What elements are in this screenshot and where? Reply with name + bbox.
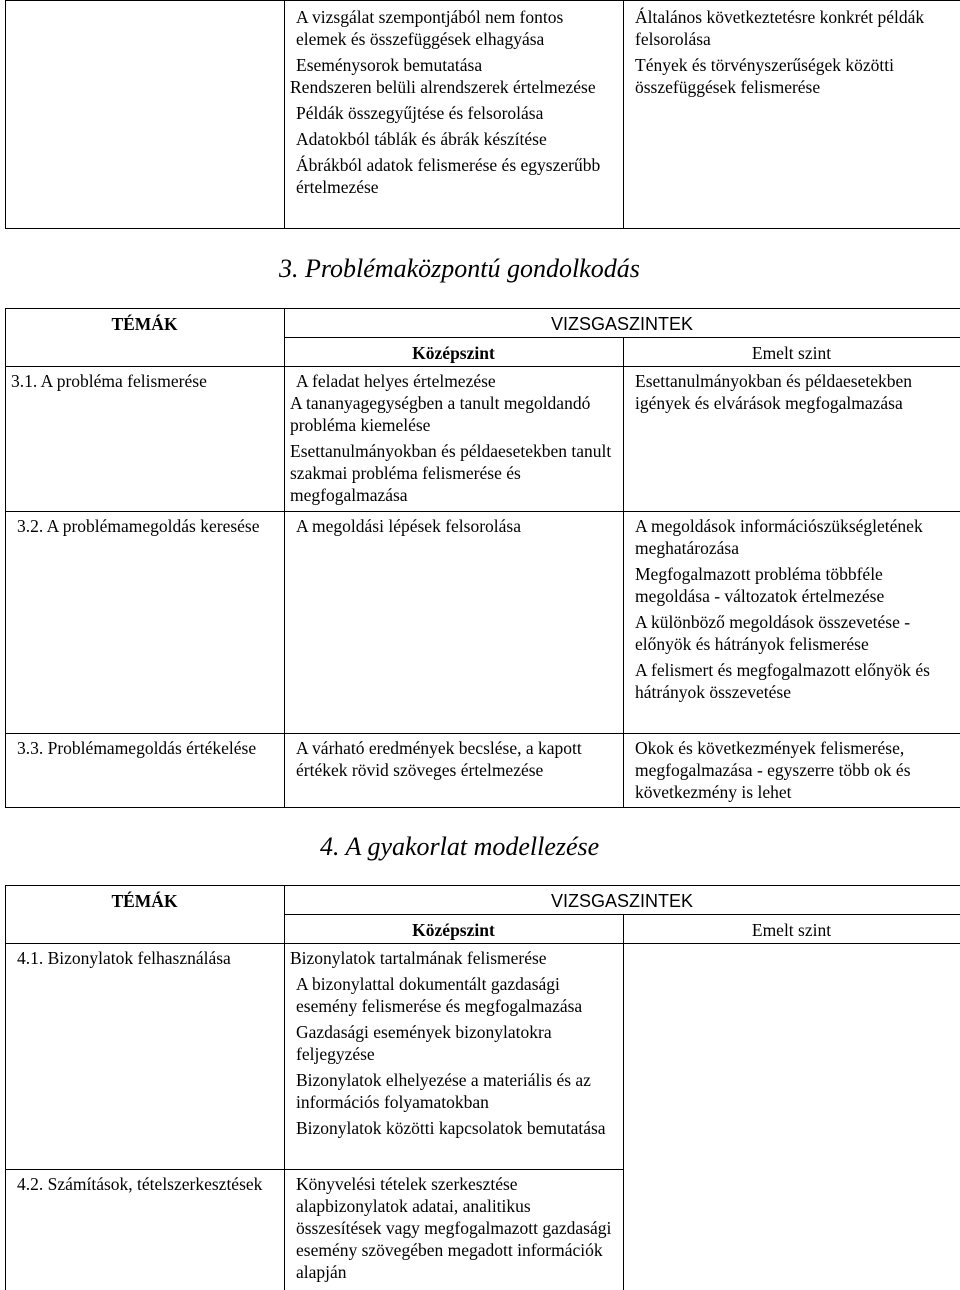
header-emelt: Emelt szint xyxy=(624,338,960,367)
list-item: A felismert és megfogalmazott előnyök és hátrányok összevetése xyxy=(629,659,954,703)
list-item: Bizonylatok közötti kapcsolatok bemutatása xyxy=(290,1117,617,1139)
section-title: 3. Problémaközpontú gondolkodás xyxy=(279,254,640,284)
right-cell xyxy=(624,944,960,1170)
right-cell xyxy=(624,367,960,512)
list-item: A megoldási lépések felsorolása xyxy=(290,515,617,537)
list-item: Eseménysorok bemutatása xyxy=(290,54,617,76)
header-kozepszint: Középszint xyxy=(285,915,624,944)
list-item: Rendszeren belüli alrendszerek értelmezése xyxy=(290,76,617,98)
topic-label: 3.2. A problémamegoldás keresése xyxy=(11,515,278,537)
list-item: Ábrákból adatok felismerése és egyszerűbb értelmezése xyxy=(290,154,617,198)
header-temak-cont xyxy=(6,915,285,944)
topic-cell xyxy=(6,734,285,808)
mid-cell xyxy=(285,734,624,808)
header-temak: TÉMÁK xyxy=(6,309,285,338)
header-temak-cont xyxy=(6,338,285,367)
top-mid-cell xyxy=(285,1,624,229)
list-item: Esettanulmányokban és példaesetekben igények és elvárások megfogalmazása xyxy=(629,370,954,414)
right-cell xyxy=(624,512,960,734)
mid-cell xyxy=(285,944,624,1170)
top-right-cell xyxy=(624,1,960,229)
list-item: A megoldások információszükségletének meghatározása xyxy=(629,515,954,559)
right-cell xyxy=(624,734,960,808)
header-temak: TÉMÁK xyxy=(6,886,285,915)
list-item: Gazdasági események bizonylatokra feljegyzése xyxy=(290,1021,617,1065)
list-item: A várható eredmények becslése, a kapott értékek rövid szöveges értelmezése xyxy=(290,737,617,781)
section3-table xyxy=(5,308,960,808)
right-cell xyxy=(624,1170,960,1290)
list-item: Példák összegyűjtése és felsorolása xyxy=(290,102,617,124)
list-item: A bizonylattal dokumentált gazdasági esemény felismerése és megfogalmazása xyxy=(290,973,617,1017)
list-item: A tananyagegységben a tanult megoldandó probléma kiemelése xyxy=(290,392,617,436)
section4-table xyxy=(5,885,960,1290)
header-kozepszint: Középszint xyxy=(285,338,624,367)
list-item: A vizsgálat szempontjából nem fontos elemek és összefüggések elhagyása xyxy=(290,6,617,50)
header-vizsgaszintek: VIZSGASZINTEK xyxy=(285,309,960,338)
top-topic-cell xyxy=(6,1,285,229)
list-item: Esettanulmányokban és példaesetekben tanult szakmai probléma felismerése és megfogalmazása xyxy=(290,440,617,506)
list-item: A feladat helyes értelmezése xyxy=(290,370,617,392)
topic-cell xyxy=(6,512,285,734)
header-vizsgaszintek: VIZSGASZINTEK xyxy=(285,886,960,915)
mid-cell xyxy=(285,512,624,734)
top-table xyxy=(5,0,960,229)
list-item: Megfogalmazott probléma többféle megoldása - változatok értelmezése xyxy=(629,563,954,607)
topic-label: 4.2. Számítások, tételszerkesztések xyxy=(11,1173,278,1195)
list-item: Általános következtetésre konkrét példák felsorolása xyxy=(629,6,954,50)
list-item: Bizonylatok tartalmának felismerése xyxy=(290,947,617,969)
topic-label: 4.1. Bizonylatok felhasználása xyxy=(11,947,278,969)
topic-cell xyxy=(6,367,285,512)
list-item: Adatokból táblák és ábrák készítése xyxy=(290,128,617,150)
topic-cell xyxy=(6,1170,285,1290)
mid-cell xyxy=(285,367,624,512)
header-emelt: Emelt szint xyxy=(624,915,960,944)
topic-label: 3.1. A probléma felismerése xyxy=(11,370,278,392)
list-item: Bizonylatok elhelyezése a materiális és az információs folyamatokban xyxy=(290,1069,617,1113)
list-item: A különböző megoldások összevetése - előnyök és hátrányok felismerése xyxy=(629,611,954,655)
list-item: Könyvelési tételek szerkesztése alapbizonylatok adatai, analitikus összesítések vagy megfogalmazott gazdasági esemény szövegében megadott információk alapján xyxy=(290,1173,617,1283)
mid-cell xyxy=(285,1170,624,1290)
list-item: Tények és törvényszerűségek közötti összefüggések felismerése xyxy=(629,54,954,98)
list-item: Okok és következmények felismerése, megfogalmazása - egyszerre több ok és következmény is lehet xyxy=(629,737,954,803)
topic-cell xyxy=(6,944,285,1170)
section-title: 4. A gyakorlat modellezése xyxy=(320,832,599,862)
topic-label: 3.3. Problémamegoldás értékelése xyxy=(11,737,278,759)
